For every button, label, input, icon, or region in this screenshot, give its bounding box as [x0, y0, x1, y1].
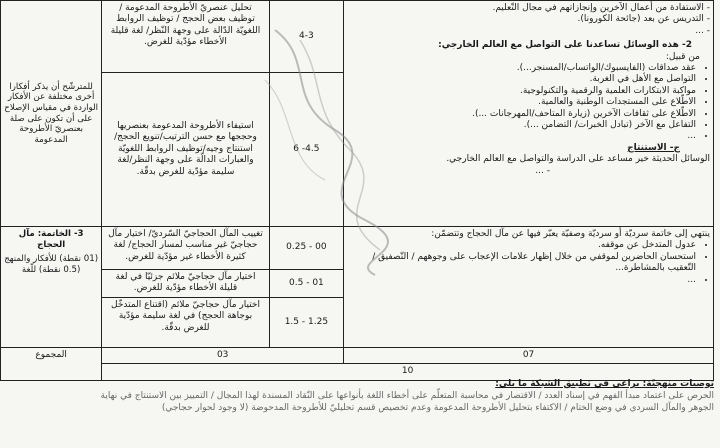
list-item: • استحسان الحاضرين لموقفي من خلال إظهار علامات الإعجاب على وجوههم / التّصفيق / التّعقيب بالمشاطرة...: [347, 252, 696, 275]
list-item: • مواكبة الابتكارات العلمية والرقمية والتكنولوجية.: [347, 86, 696, 97]
table-row: [1, 227, 714, 270]
list-item: • التفاعل مع الآخر (تبادل الخبرات/ التضامن ...).: [347, 120, 696, 131]
main-line: - الاستفادة من أعمال الآخرين وإنجازاتهم في مجال التّعليم.: [492, 3, 710, 13]
total-label: المجموع: [1, 348, 102, 381]
total-side: 03: [102, 348, 344, 364]
footer-line: الجوهر والمآل السردي في وضع الختام / الاكتفاء بتحليل الأطروحة المدعومة وعدم تخصيص قسم تحليليّ للأطروحة المدحوضة (لا وجود لحوار حجاجي): [161, 403, 714, 413]
total-main: 07: [344, 348, 714, 364]
criteria-text: اختيار مآل حجاجيّ ملائم جزئيّا في لغة قليلة الأخطاء مؤدّية للغرض.: [102, 270, 269, 298]
table-row: [1, 1, 714, 73]
list-item: • عقد صداقات (الفايسبوك/الواتساب/المسنجر...).: [347, 63, 696, 74]
list-item: • ...: [347, 131, 696, 142]
conclusion-more: - ...: [535, 165, 550, 176]
criteria-text: تغييب المآل الحجاجيّ السّرديّ/ اختيار مآل حجاجيّ غير مناسب لمسار الحجاج/ لغة كثيرة الأخطاء غير مؤدّية للغرض.: [102, 227, 269, 270]
side-note: للمترشّح أن يذكر أفكارا أخرى مختلفة عن الأفكار الواردة في مقياس الإصلاح على أن تكون على صلة بعنصريّ الأطروحة المدعومة: [1, 1, 102, 227]
footer-line: الحرص على اعتماد مبدأ الفهم في إسناد العدد / الاقتصار في محاسبة المتعلّم على أخطاء اللغة بأنواعها على النّقاد المسندة لهذا المجال / التمييز بين الاستنتاج في نهاية: [100, 391, 714, 401]
score-range: 4.5- 6: [269, 73, 343, 227]
conclusion-text: الوسائل الحديثة خير مساعد على الدراسة والتواصل مع العالم الخارجي.: [446, 154, 710, 165]
section-label-sub: (0.5 نقطة) للّغة: [21, 264, 81, 275]
conclusion-section-label: [1, 227, 102, 348]
conclusion-intro: ينتهي إلى خاتمة سرديّة أو سرديّة وصفيّة يعبّر فيها عن مآل الحجاج وتتضمّن:: [431, 229, 710, 239]
score-range: 1.25 - 1.5: [269, 298, 343, 348]
footer-title: توصيات منهجيّة: يراعى في تطبيق الشبكة ما يلي:: [495, 379, 714, 389]
main-line: - التدريس عن بعد (جائحة الكورونا).: [577, 14, 710, 25]
footer-notes: [0, 378, 718, 414]
score-range: 00 - 0.25: [269, 227, 343, 270]
list-item: • عدول المتدخل عن موقفه.: [347, 240, 696, 251]
conclusion-title: ج- الاستنتاج: [627, 142, 680, 153]
section2-intro: من قبيل:: [665, 51, 700, 62]
criteria-text: تحليل عنصريّ الأطروحة المدعومة / توظيف بعض الحجج / توظيف الروابط اللغويّة الدّالة على وجهة النّظر/ لغة قليلة الأخطاء مؤدّية للغرض.: [102, 1, 269, 73]
total-row: [1, 348, 714, 364]
list-item: • التواصل مع الأهل في الغربة.: [347, 74, 696, 85]
main-line: - ...: [695, 25, 710, 36]
criteria-text: استيفاء الأطروحة المدعومة بعنصريها وحججها مع حسن الترتيب/تنويع الحجج/استنتاج وجيه/توظيف الروابط اللغويّة والعبارات الدالّة على وجهة النظر/لغة سليمة مؤدّية للغرض بدقّة.: [102, 73, 269, 227]
section2-title: 2- هذه الوسائل تساعدنا على التواصل مع العالم الخارجي:: [438, 40, 692, 51]
criteria-text: اختيار مآل حجاجيّ ملائم (اقتناع المتدخّل بوجاهة الحجج) في لغة سليمة مؤدّية للغرض بدقّة.: [102, 298, 269, 348]
development-content-cell: [344, 1, 714, 227]
conclusion-list: [347, 240, 710, 286]
score-range: 4-3: [269, 1, 343, 73]
section2-list: [347, 63, 710, 143]
grand-total: 10: [102, 364, 714, 380]
section-label-title: 3- الخاتمة: مآل الحجاج: [18, 229, 84, 250]
conclusion-content-cell: [344, 227, 714, 348]
list-item: • ...: [347, 275, 696, 286]
list-item: • الاطّلاع على المستجدات الوطنية والعالمية.: [347, 97, 696, 108]
list-item: • الاطّلاع على ثقافات الآخرين (زيارة المتاحف/المهرجانات ...).: [347, 109, 696, 120]
score-range: 01 - 0.5: [269, 270, 343, 298]
section-label-sub: (01 نقطة) للأفكار والمنهج: [4, 254, 99, 265]
